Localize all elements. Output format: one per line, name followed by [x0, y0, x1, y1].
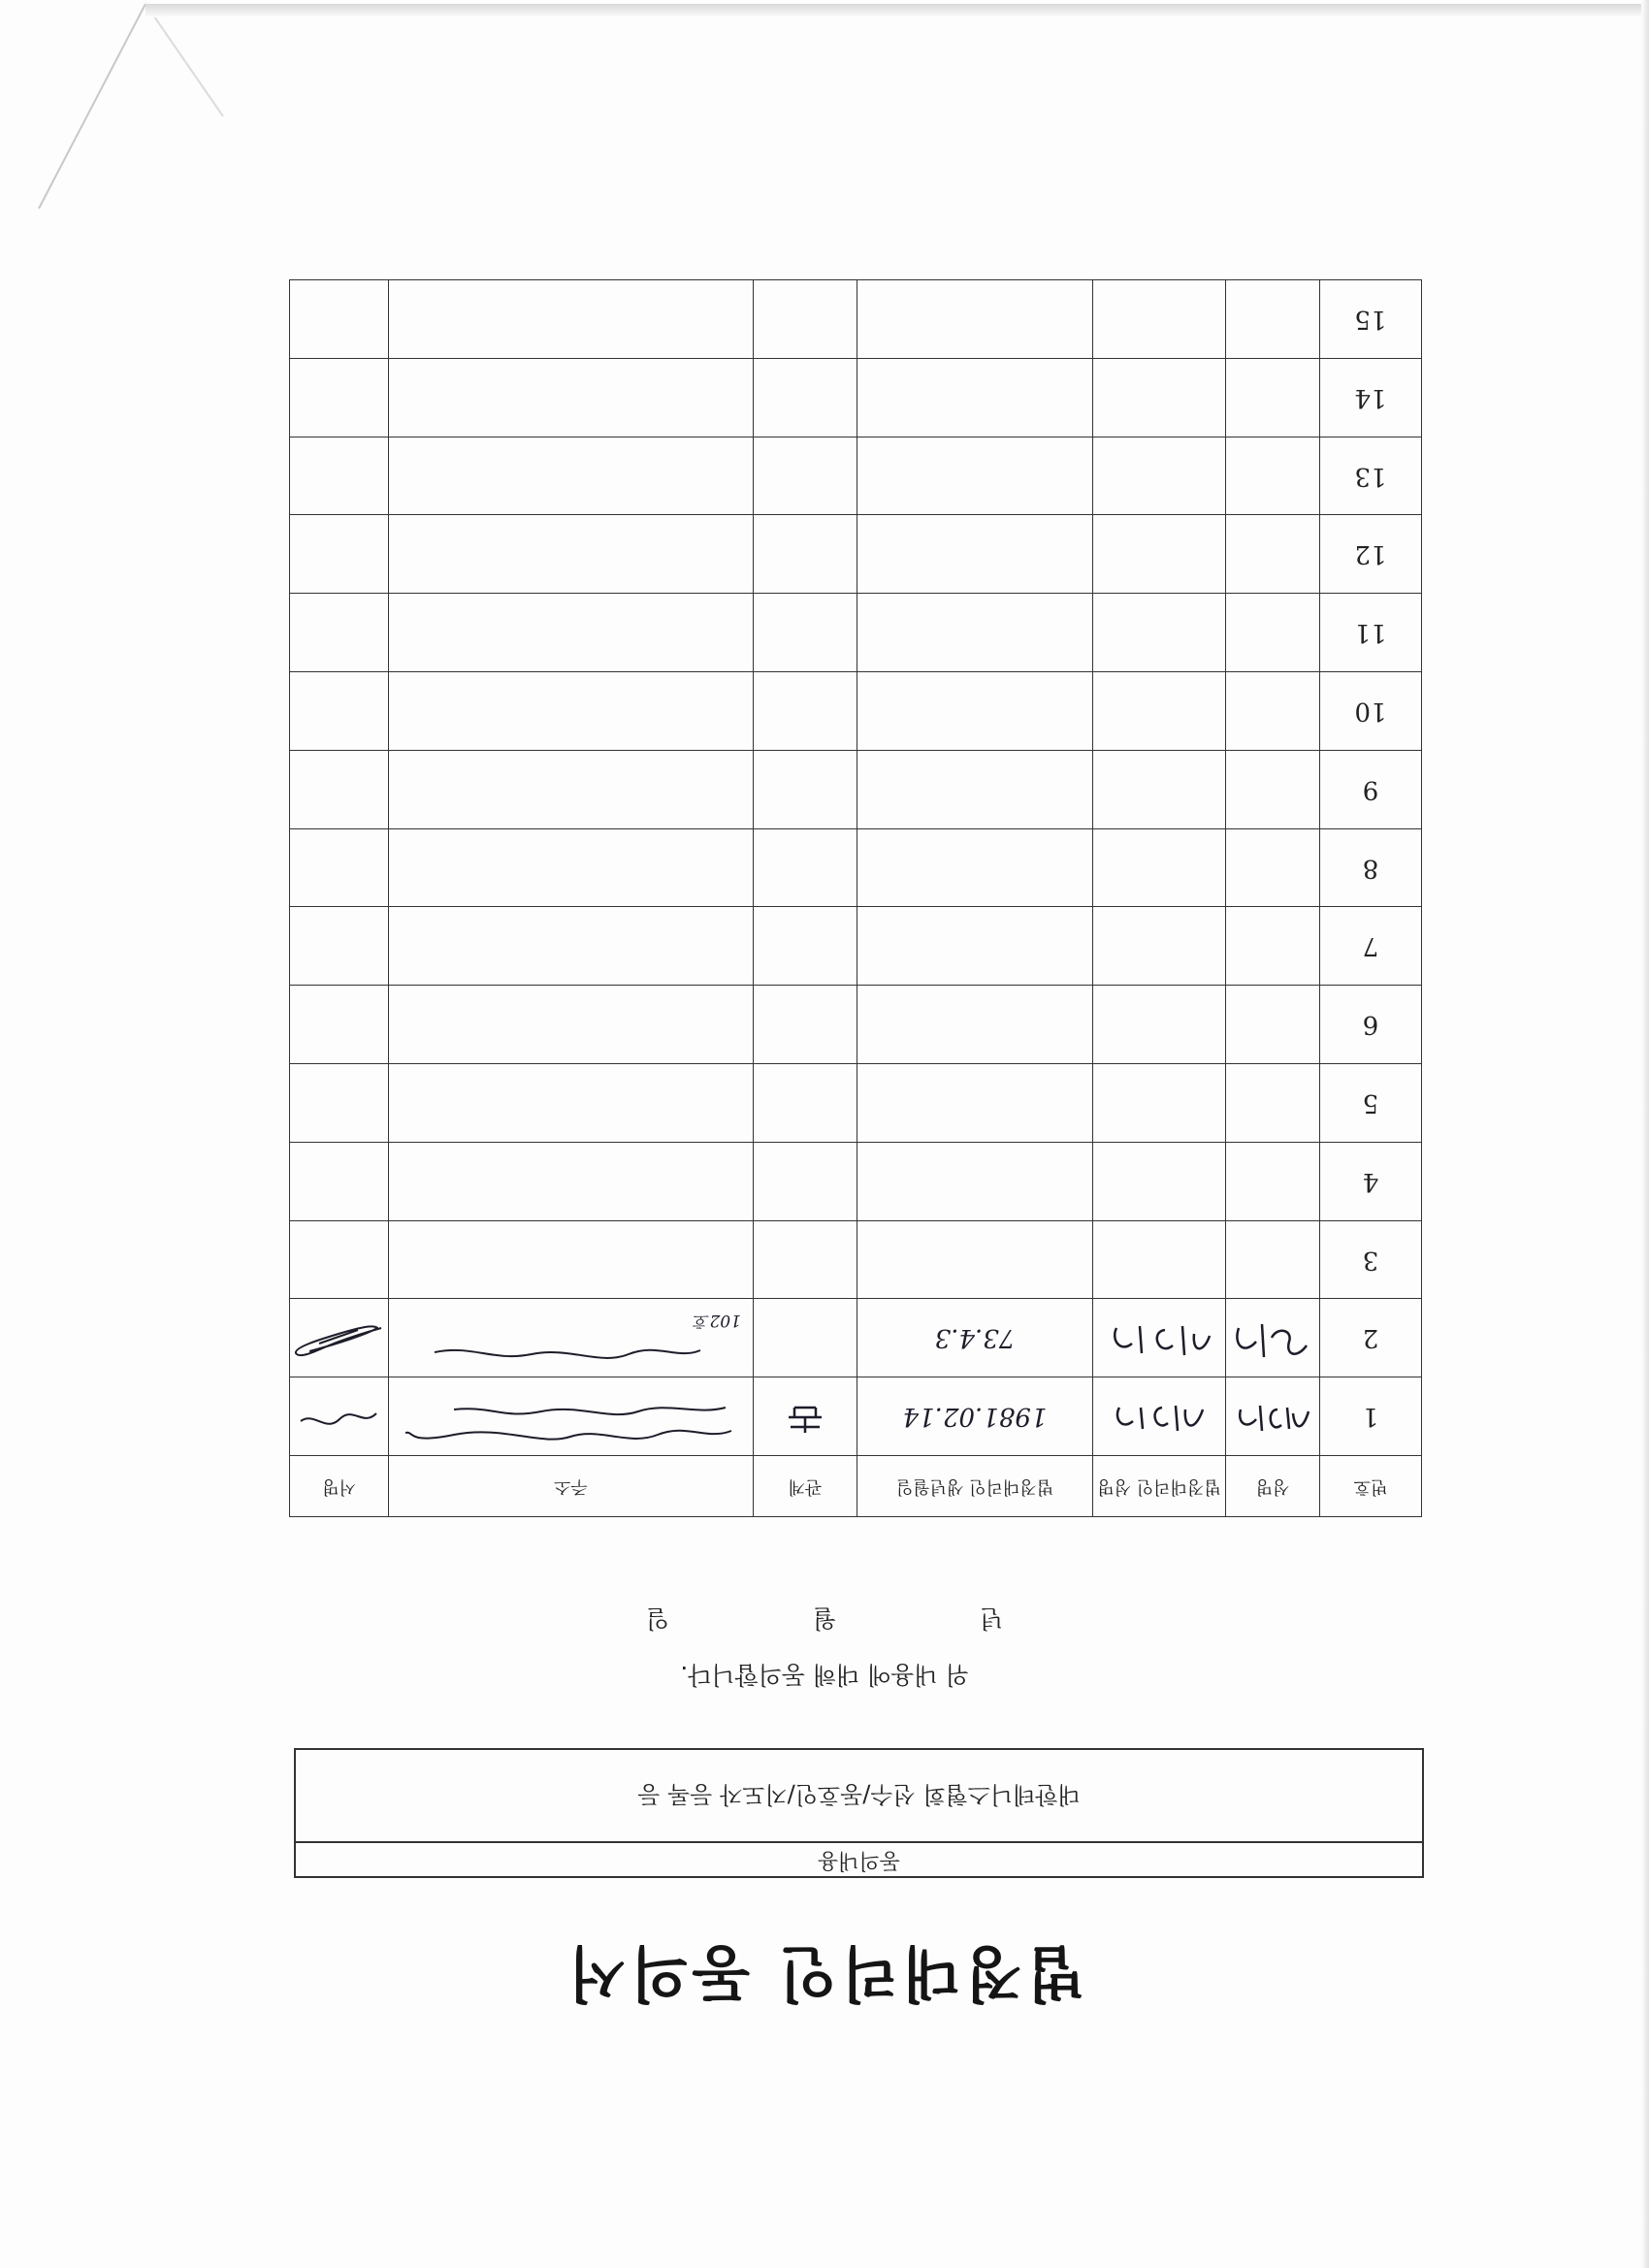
table-row: [290, 1299, 1422, 1377]
signature-cell: [290, 1377, 389, 1456]
header-relation: 관계: [754, 1456, 857, 1517]
handwritten-birth: 1981.02.14: [902, 1402, 1048, 1432]
handwritten-rep-name: [1093, 1377, 1226, 1456]
row-no: 14: [1320, 358, 1422, 437]
table-row: [290, 594, 1422, 672]
header-signature: 서명: [290, 1456, 389, 1517]
header-name: 성명: [1226, 1456, 1320, 1517]
consent-header: 동의내용: [296, 1841, 1422, 1876]
table-row: [290, 986, 1422, 1064]
header-rep-name: 법정대리인 성명: [1093, 1456, 1226, 1517]
handwritten-name: [1226, 1377, 1320, 1456]
table-header-row: [290, 1456, 1422, 1517]
header-address: 주소: [389, 1456, 754, 1517]
rep-birth: [857, 1299, 1093, 1377]
rep-birth: [857, 1377, 1093, 1456]
relation-cell: [754, 1299, 857, 1377]
table-row: [290, 907, 1422, 986]
table-row: [290, 1142, 1422, 1220]
table-row: [290, 515, 1422, 594]
row-no: 3: [1320, 1220, 1422, 1299]
header-rep-birth: 법정대리인 생년월일: [857, 1456, 1093, 1517]
handwritten-address: [389, 1377, 754, 1456]
table-row: [290, 437, 1422, 515]
handwritten-birth: 73.4.3: [934, 1323, 1016, 1353]
table-row: [290, 280, 1422, 359]
table-row: [290, 1064, 1422, 1143]
handwritten-rep-name: [1093, 1299, 1226, 1377]
handwritten-name: [1226, 1299, 1320, 1377]
row-no: 10: [1320, 672, 1422, 751]
row-no: 1: [1320, 1377, 1422, 1456]
header-no: 번호: [1320, 1456, 1422, 1517]
signature-cell: [290, 1299, 389, 1377]
row-no: 8: [1320, 828, 1422, 907]
consent-text: 대한테니스협회 선수/동호인/지도자 등록 등: [637, 1781, 1081, 1808]
table-row: [290, 358, 1422, 437]
date-line: 년 월 일: [645, 1604, 1004, 1633]
row-no: 6: [1320, 986, 1422, 1064]
consent-box: [294, 1748, 1424, 1878]
table-row: [290, 1377, 1422, 1456]
row-no: 4: [1320, 1142, 1422, 1220]
row-no: 12: [1320, 515, 1422, 594]
document-title: 법정대리인 동의서: [564, 1938, 1085, 2009]
row-no: 11: [1320, 594, 1422, 672]
table-row: [290, 750, 1422, 828]
table-row: [290, 672, 1422, 751]
row-no: 9: [1320, 750, 1422, 828]
table-row: [290, 1220, 1422, 1299]
row-no: 15: [1320, 280, 1422, 359]
row-no: 5: [1320, 1064, 1422, 1143]
row-no: 13: [1320, 437, 1422, 515]
row-no: 7: [1320, 907, 1422, 986]
handwritten-address-line: 102호: [694, 1311, 741, 1331]
agree-statement: 위 내용에 대해 동의합니다.: [680, 1661, 969, 1689]
representative-table: [289, 279, 1422, 1517]
row-no: 2: [1320, 1299, 1422, 1377]
table-row: [290, 828, 1422, 907]
address-cell: [389, 1299, 754, 1377]
handwritten-relation: [754, 1377, 857, 1456]
